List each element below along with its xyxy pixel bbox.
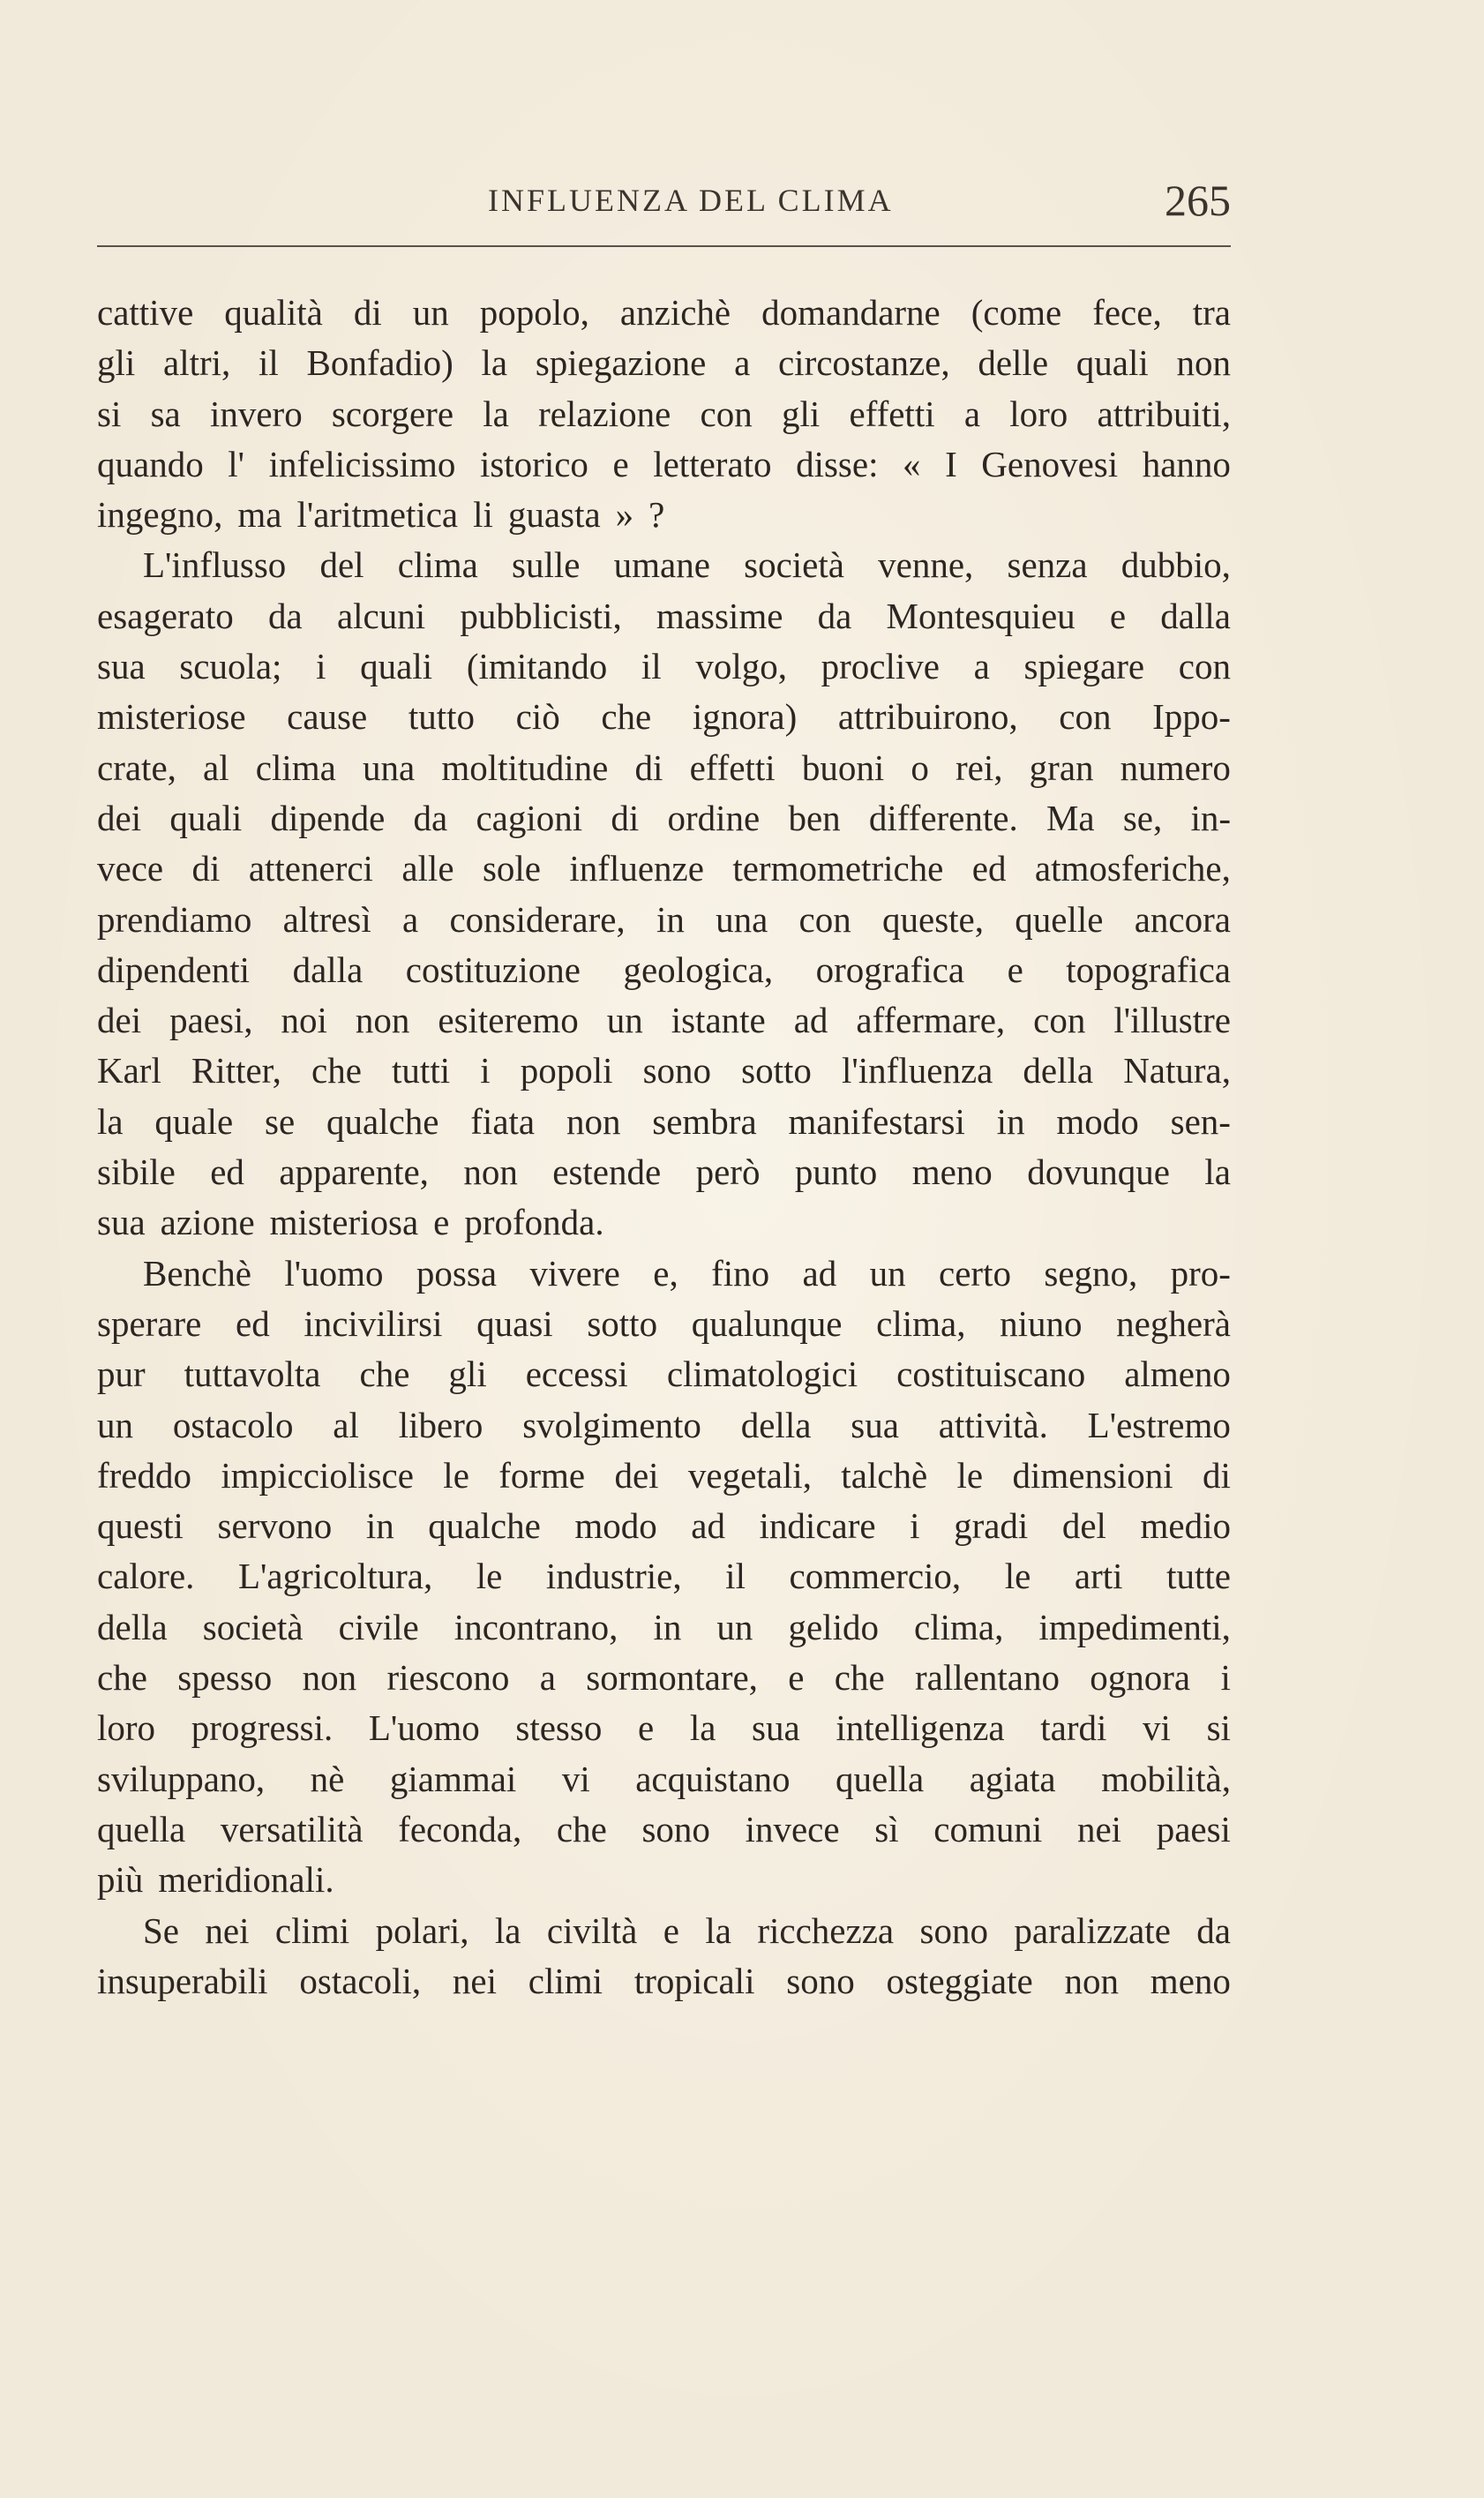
text-line: della società civile incontrano, in un gelido clima, impedimenti, — [97, 1606, 1231, 1647]
text-line: più meridionali. — [97, 1859, 334, 1901]
text-line: pur tuttavolta che gli eccessi climatologici costituiscano almeno — [97, 1354, 1231, 1395]
text-line: insuperabili ostacoli, nei climi tropicali sono osteggiate non meno — [97, 1960, 1231, 2001]
text-line: calore. L'agricoltura, le industrie, il commercio, le arti tutte — [97, 1556, 1231, 1597]
text-line: sviluppano, nè giammai vi acquistano quella agiata mobilità, — [97, 1758, 1231, 1799]
text-line: Karl Ritter, che tutti i popoli sono sotto l'influenza della Natura, — [97, 1050, 1231, 1091]
running-head-title: INFLUENZA DEL CLIMA — [488, 183, 894, 218]
text-line: misteriose cause tutto ciò che ignora) attribuirono, con Ippo- — [97, 696, 1231, 738]
running-head — [97, 175, 1231, 236]
text-line: crate, al clima una moltitudine di effetti buoni o rei, gran numero — [97, 746, 1231, 788]
text-line: sperare ed incivilirsi quasi sotto qualunque clima, niuno negherà — [97, 1302, 1231, 1344]
text-line: ingegno, ma l'aritmetica li guasta » ? — [97, 494, 665, 536]
text-line: dei quali dipende da cagioni di ordine ben differente. Ma se, in- — [97, 797, 1231, 838]
text-line: gli altri, il Bonfadio) la spiegazione a circostanze, delle quali non — [97, 342, 1231, 384]
text-line: prendiamo altresì a considerare, in una con queste, quelle ancora — [97, 898, 1231, 940]
text-line: si sa invero scorgere la relazione con gli effetti a loro attribuiti, — [97, 393, 1231, 434]
text-line: sua azione misteriosa e profonda. — [97, 1202, 604, 1243]
text-line: sibile ed apparente, non estende però punto meno dovunque la — [97, 1151, 1231, 1193]
text-line: L'influsso del clima sulle umane società venne, senza dubbio, — [143, 544, 1231, 586]
page-number: 265 — [1165, 176, 1231, 225]
text-line: la quale se qualche fiata non sembra manifestarsi in modo sen- — [97, 1100, 1231, 1142]
text-line: che spesso non riescono a sormontare, e che rallentano ognora i — [97, 1657, 1231, 1699]
text-line: un ostacolo al libero svolgimento della sua attività. L'estremo — [97, 1404, 1231, 1445]
header-rule — [97, 245, 1231, 247]
text-line: freddo impicciolisce le forme dei vegetali, talchè le dimensioni di — [97, 1454, 1231, 1496]
text-line: cattive qualità di un popolo, anzichè domandarne (come fece, tra — [97, 292, 1231, 333]
text-line: sua scuola; i quali (imitando il volgo, proclive a spiegare con — [97, 646, 1231, 687]
body-text — [97, 288, 1231, 2007]
text-line: questi servono in qualche modo ad indicare i gradi del medio — [97, 1505, 1231, 1547]
text-line: Se nei climi polari, la civiltà e la ricchezza sono paralizzate da — [143, 1909, 1231, 1951]
text-line: dei paesi, noi non esiteremo un istante ad affermare, con l'illustre — [97, 1000, 1231, 1041]
text-line: quando l' infelicissimo istorico e letterato disse: « I Genovesi hanno — [97, 443, 1231, 484]
text-line: dipendenti dalla costituzione geologica, orografica e topografica — [97, 949, 1231, 990]
text-line: vece di attenerci alle sole influenze termometriche ed atmosferiche, — [97, 848, 1231, 889]
text-line: quella versatilità feconda, che sono invece sì comuni nei paesi — [97, 1808, 1231, 1849]
text-line: loro progressi. L'uomo stesso e la sua intelligenza tardi vi si — [97, 1707, 1231, 1749]
text-line: Benchè l'uomo possa vivere e, fino ad un certo segno, pro- — [143, 1252, 1231, 1294]
text-line: esagerato da alcuni pubblicisti, massime da Montesquieu e dalla — [97, 595, 1231, 636]
